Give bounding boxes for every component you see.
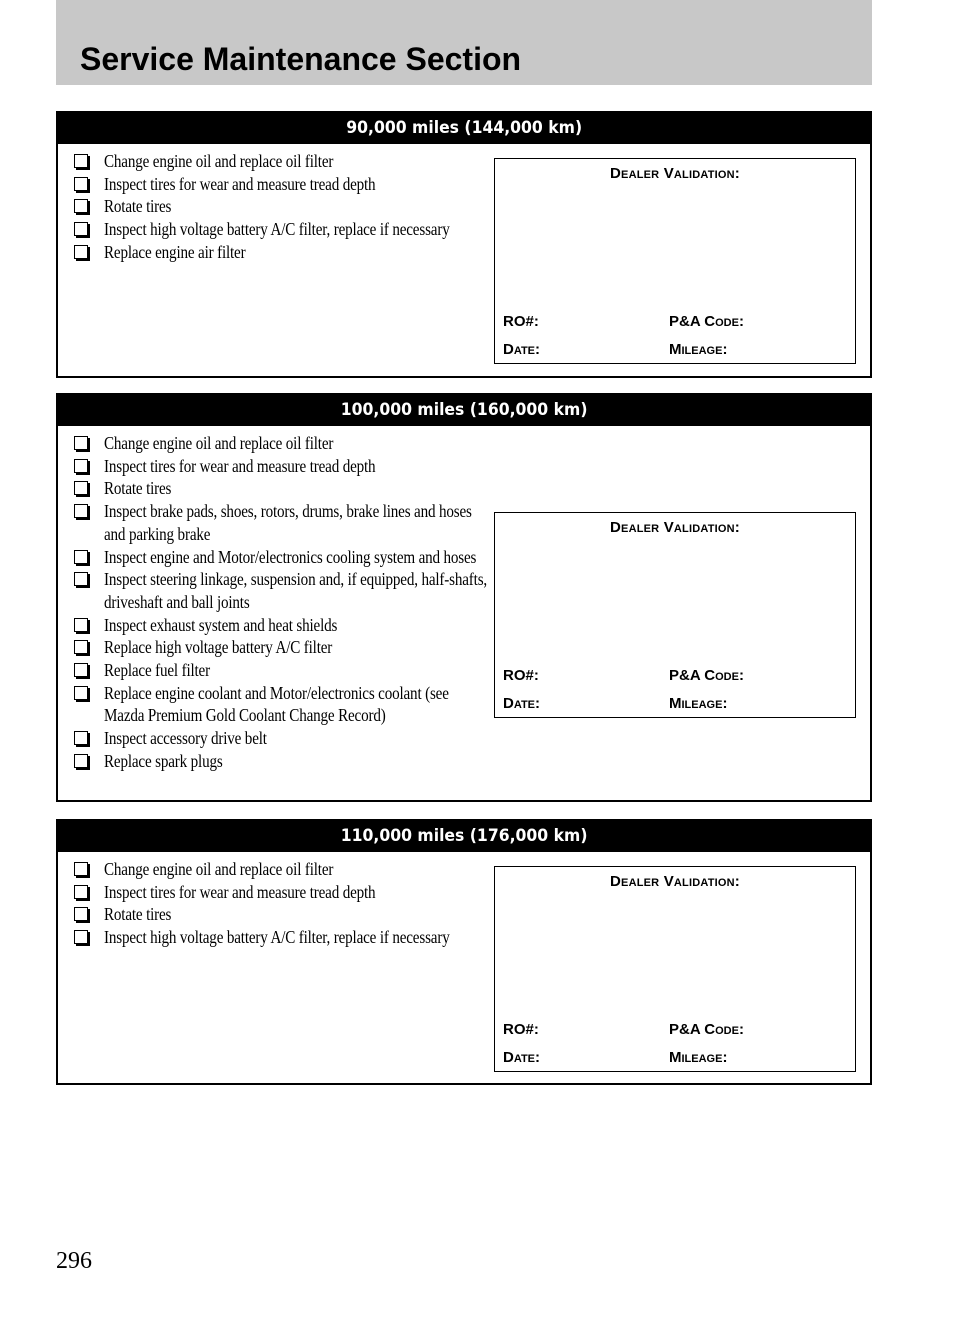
section-heading [58,395,870,426]
checklist [72,150,472,264]
checklist-item-label: Replace spark plugs [104,750,223,771]
checklist-item-label: Inspect high voltage battery A/C filter, replace if necessary [104,927,450,948]
checkbox[interactable] [74,862,88,876]
checklist-item[interactable] [72,195,472,218]
date-label: Date: [503,341,541,358]
checklist-item-label: Inspect accessory drive belt [104,728,267,749]
checkbox[interactable] [74,459,88,473]
checkbox[interactable] [74,222,88,236]
checkbox[interactable] [74,177,88,191]
checkbox[interactable] [74,686,88,700]
checkbox[interactable] [74,481,88,495]
checklist-item[interactable] [72,636,472,659]
checklist-item[interactable] [72,432,472,455]
dealer-validation-title: Dealer Validation: [610,873,740,890]
checklist-item-label: Inspect tires for wear and measure tread depth [104,881,376,902]
mileage-label: Mileage: [669,1049,728,1066]
checklist-item-label: Replace engine coolant and Motor/electronics coolant (see Mazda Premium Gold Coolant Change Record) [104,682,449,726]
dealer-validation-box[interactable] [494,158,856,364]
ro-number-label: RO#: [503,667,539,684]
checklist-item[interactable] [72,455,472,478]
checklist-item[interactable] [72,218,472,241]
checklist-item-label: Inspect tires for wear and measure tread depth [104,455,376,476]
checklist-item-label: Inspect exhaust system and heat shields [104,614,338,635]
checkbox[interactable] [74,618,88,632]
pa-code-label: P&A Code: [669,667,744,684]
section-heading-text: 110,000 miles (176,000 km) [340,826,588,846]
checklist-item-label: Inspect steering linkage, suspension and, if equipped, half-shafts, driveshaft and ball joints [104,569,488,612]
checklist-item[interactable] [72,546,477,569]
checklist-item-label: Change engine oil and replace oil filter [104,151,334,171]
checkbox[interactable] [74,640,88,654]
checklist-item-label: Rotate tires [104,196,172,217]
checklist-item-label: Rotate tires [104,478,172,499]
checklist-item-label: Change engine oil and replace oil filter [104,433,334,453]
checklist-item[interactable] [72,150,472,173]
mileage-label: Mileage: [669,341,728,358]
checklist-item[interactable] [72,477,472,500]
checkbox[interactable] [74,663,88,677]
checkbox[interactable] [74,154,88,168]
ro-number-label: RO#: [503,1021,539,1038]
dealer-validation-box[interactable] [494,866,856,1072]
checkbox[interactable] [74,731,88,745]
dealer-validation-box[interactable] [494,512,856,718]
dealer-validation-title: Dealer Validation: [610,165,740,182]
pa-code-label: P&A Code: [669,313,744,330]
checklist-item-label: Replace high voltage battery A/C filter [104,637,333,658]
checklist-item-label: Replace fuel filter [104,660,210,681]
checklist-item[interactable] [72,682,472,727]
checklist-item[interactable] [72,614,472,637]
checklist-item[interactable] [72,750,472,773]
checklist-item-label: Rotate tires [104,904,172,925]
maintenance-section-110000 [56,819,872,1085]
checklist-item[interactable] [72,500,472,545]
section-heading-text: 100,000 miles (160,000 km) [340,400,588,420]
dealer-validation-title: Dealer Validation: [610,519,740,536]
checklist-item-label: Replace engine air filter [104,241,246,262]
checklist [72,432,488,773]
checkbox[interactable] [74,885,88,899]
page-title: Service Maintenance Section [80,41,522,77]
section-heading [58,821,870,852]
checklist-item-label: Inspect engine and Motor/electronics cooling system and hoses [104,546,477,567]
mileage-label: Mileage: [669,695,728,712]
checkbox[interactable] [74,504,88,518]
ro-number-label: RO#: [503,313,539,330]
checkbox[interactable] [74,550,88,564]
checklist-item[interactable] [72,659,472,682]
checkbox[interactable] [74,907,88,921]
pa-code-label: P&A Code: [669,1021,744,1038]
checklist-item[interactable] [72,568,488,613]
checkbox[interactable] [74,245,88,259]
checklist-item[interactable] [72,926,472,949]
checklist-item-label: Inspect high voltage battery A/C filter, replace if necessary [104,219,450,240]
checkbox[interactable] [74,436,88,450]
page-number: 296 [56,1248,92,1274]
checkbox[interactable] [74,199,88,213]
checkbox[interactable] [74,930,88,944]
date-label: Date: [503,1049,541,1066]
checklist [72,858,472,949]
section-heading [58,113,870,144]
checkbox[interactable] [74,754,88,768]
checklist-item[interactable] [72,881,472,904]
checklist-item[interactable] [72,241,472,264]
checklist-item[interactable] [72,903,472,926]
date-label: Date: [503,695,541,712]
checklist-item[interactable] [72,173,472,196]
maintenance-section-100000 [56,393,872,802]
checklist-item[interactable] [72,858,472,881]
section-heading-text: 90,000 miles (144,000 km) [346,118,582,138]
page-header [56,0,872,85]
checklist-item-label: Inspect brake pads, shoes, rotors, drums, brake lines and hoses and parking brake [104,501,472,544]
checklist-item[interactable] [72,727,472,750]
checklist-item-label: Inspect tires for wear and measure tread depth [104,173,376,194]
checklist-item-label: Change engine oil and replace oil filter [104,859,334,879]
checkbox[interactable] [74,572,88,586]
maintenance-section-90000 [56,111,872,378]
